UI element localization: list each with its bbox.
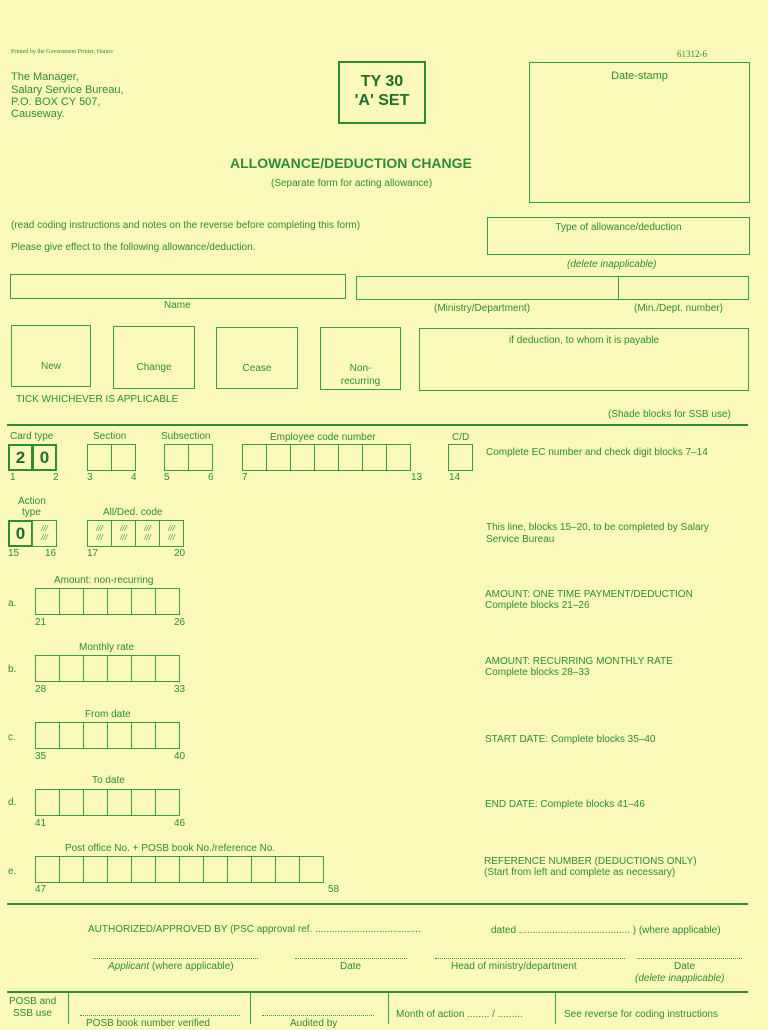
shaded-block <box>87 520 112 547</box>
section-divider-1 <box>7 424 748 426</box>
check-digit-label: C/D <box>452 432 470 443</box>
check-digit-block[interactable] <box>448 444 473 471</box>
reference-number-label: Post office No. + POSB book No./reference No. <box>65 843 276 854</box>
shade-blocks-note: (Shade blocks for SSB use) <box>608 409 731 420</box>
one-time-payment-subnote: Complete blocks 21–26 <box>485 600 590 611</box>
checkbox-cease-label: Cease <box>242 363 272 374</box>
recurring-rate-note: AMOUNT: RECURRING MONTHLY RATE <box>485 656 673 667</box>
row-letter-a: a. <box>8 598 17 609</box>
shaded-block-hatch: /// <box>120 524 127 533</box>
from-date-block[interactable] <box>35 722 60 749</box>
row-letter-b: b. <box>8 664 17 675</box>
start-date-note: START DATE: Complete blocks 35–40 <box>485 734 656 745</box>
reference-block[interactable] <box>203 856 228 883</box>
section-block[interactable] <box>87 444 112 471</box>
delete-inapplicable-note-2: (delete inapplicable) <box>635 973 725 984</box>
end-date-note: END DATE: Complete blocks 41–46 <box>485 799 645 810</box>
ssb-note-line-1: This line, blocks 15–20, to be completed by Salary <box>486 522 709 533</box>
dated-text[interactable]: dated ........................................ ) (where applicable) <box>491 925 721 936</box>
employee-code-block[interactable] <box>290 444 315 471</box>
checkbox-change-label: Change <box>136 362 172 373</box>
block-number-1: 1 <box>10 472 16 483</box>
checkbox-change[interactable] <box>113 326 195 389</box>
to-date-block[interactable] <box>83 789 108 816</box>
tick-applicable-note: TICK WHICHEVER IS APPLICABLE <box>16 394 179 405</box>
shaded-block-hatch: /// <box>120 533 127 542</box>
delete-inapplicable-note: (delete inapplicable) <box>567 259 657 270</box>
footer-divider-4 <box>555 992 556 1024</box>
shaded-block-hatch: /// <box>96 524 103 533</box>
to-date-blocks <box>35 789 179 816</box>
shaded-block-hatch: /// <box>41 524 48 533</box>
applicant-date-line[interactable] <box>295 958 407 959</box>
amount-block[interactable] <box>35 588 60 615</box>
section-blocks <box>87 444 135 471</box>
checkbox-new[interactable] <box>11 325 91 387</box>
employee-code-block[interactable] <box>266 444 291 471</box>
section-label: Section <box>93 431 127 442</box>
monthly-rate-block[interactable] <box>83 655 108 682</box>
card-type-label: Card type <box>10 431 54 442</box>
subsection-block[interactable] <box>164 444 189 471</box>
subsection-label: Subsection <box>161 431 211 442</box>
subsection-block[interactable] <box>188 444 213 471</box>
row-letter-d: d. <box>8 797 17 808</box>
block-number-21: 21 <box>35 617 47 628</box>
to-date-label: To date <box>92 775 125 786</box>
block-number-33: 33 <box>174 684 186 695</box>
monthly-rate-block[interactable] <box>59 655 84 682</box>
from-date-blocks <box>35 722 179 749</box>
to-date-block[interactable] <box>35 789 60 816</box>
check-digit-blocks <box>448 444 472 471</box>
head-date-label: Date <box>674 961 696 972</box>
block-number-4: 4 <box>131 472 137 483</box>
recurring-rate-subnote: Complete blocks 28–33 <box>485 667 590 678</box>
form-title: ALLOWANCE/DEDUCTION CHANGE <box>230 155 472 171</box>
reference-block[interactable] <box>59 856 84 883</box>
block-number-47: 47 <box>35 884 47 895</box>
block-number-15: 15 <box>8 548 20 559</box>
address-line-4: Causeway. <box>11 108 65 120</box>
reference-block[interactable] <box>251 856 276 883</box>
to-date-block[interactable] <box>59 789 84 816</box>
action-type-label-1: Action <box>18 496 46 507</box>
block-number-17: 17 <box>87 548 99 559</box>
deduction-payable-field[interactable] <box>419 328 749 391</box>
monthly-rate-block[interactable] <box>35 655 60 682</box>
from-date-block[interactable] <box>59 722 84 749</box>
block-number-20: 20 <box>174 548 186 559</box>
amount-block[interactable] <box>131 588 156 615</box>
shaded-block-hatch: /// <box>144 533 151 542</box>
form-code-line-2: 'A' SET <box>354 92 410 109</box>
block-number-26: 26 <box>174 617 186 628</box>
block-number-14: 14 <box>449 472 461 483</box>
name-label: Name <box>164 300 191 311</box>
amount-block[interactable] <box>59 588 84 615</box>
block-number-5: 5 <box>164 472 170 483</box>
section-divider-2 <box>7 903 748 905</box>
posb-verified-line[interactable] <box>80 1015 240 1016</box>
footer-divider-2 <box>250 992 251 1024</box>
authorized-by-text[interactable]: AUTHORIZED/APPROVED BY (PSC approval ref. ...................................... <box>88 924 421 935</box>
deduction-payable-label: if deduction, to whom it is payable <box>508 335 660 346</box>
posb-ssb-label-2: SSB use <box>13 1008 52 1019</box>
checkbox-non-recurring-label-1: Non- <box>349 363 372 374</box>
employee-code-blocks <box>242 444 410 471</box>
ministry-number-divider <box>618 276 619 300</box>
date-stamp-label: Date-stamp <box>611 70 668 82</box>
posb-ssb-label-1: POSB and <box>9 996 57 1007</box>
action-type-label-2: type <box>22 507 41 518</box>
all-ded-code-label: All/Ded. code <box>103 507 163 518</box>
reference-block[interactable] <box>227 856 252 883</box>
employee-code-block[interactable] <box>386 444 411 471</box>
address-line-3: P.O. BOX CY 507, <box>11 96 101 108</box>
section-block[interactable] <box>111 444 136 471</box>
audited-by-line[interactable] <box>262 1015 374 1016</box>
reference-block[interactable] <box>107 856 132 883</box>
from-date-label: From date <box>85 709 131 720</box>
from-date-block[interactable] <box>107 722 132 749</box>
block-number-58: 58 <box>328 884 340 895</box>
applicant-label-suffix: (where applicable) <box>151 961 234 972</box>
amount-block[interactable] <box>107 588 132 615</box>
action-type-blocks <box>8 520 56 547</box>
shaded-block-hatch: /// <box>144 524 151 533</box>
applicant-label <box>108 961 234 973</box>
employee-code-block[interactable] <box>362 444 387 471</box>
month-of-action-field[interactable]: Month of action ........ / ......... <box>396 1009 523 1020</box>
block-number-7: 7 <box>242 472 248 483</box>
ssb-note-line-2: Service Bureau <box>486 534 555 545</box>
amount-non-recurring-blocks <box>35 588 179 615</box>
see-reverse-note: See reverse for coding instructions <box>564 1009 718 1020</box>
ec-number-note: Complete EC number and check digit blocks 7–14 <box>486 447 708 458</box>
checkbox-non-recurring-label-2: recurring <box>340 376 381 387</box>
employee-code-block[interactable] <box>242 444 267 471</box>
form-reference: 61312-6 <box>677 49 707 59</box>
monthly-rate-label: Monthly rate <box>79 642 135 653</box>
address-line-1: The Manager, <box>11 71 79 83</box>
ministry-label: (Ministry/Department) <box>434 303 531 314</box>
address-line-2: Salary Service Bureau, <box>11 84 124 96</box>
posb-verified-label: POSB book number verified <box>86 1018 210 1029</box>
form-code-box <box>338 61 426 124</box>
read-instructions-note: (read coding instructions and notes on the reverse before completing this form) <box>11 220 361 231</box>
footer-divider-1 <box>68 992 69 1024</box>
employee-code-label: Employee code number <box>270 432 376 443</box>
reference-block[interactable] <box>83 856 108 883</box>
type-of-allowance-label: Type of allowance/deduction <box>555 222 682 233</box>
employee-code-block[interactable] <box>338 444 363 471</box>
from-date-block[interactable] <box>131 722 156 749</box>
block-number-46: 46 <box>174 818 186 829</box>
shaded-block <box>159 520 184 547</box>
head-signature-line[interactable] <box>435 958 625 959</box>
ministry-number-label: (Min./Dept. number) <box>634 303 723 314</box>
block-number-41: 41 <box>35 818 47 829</box>
row-letter-e: e. <box>8 866 17 877</box>
shaded-block <box>32 520 57 547</box>
block-number-35: 35 <box>35 751 47 762</box>
amount-block[interactable] <box>155 588 180 615</box>
to-date-block[interactable] <box>131 789 156 816</box>
shaded-block-hatch: /// <box>168 533 175 542</box>
block-number-16: 16 <box>45 548 57 559</box>
reference-block[interactable] <box>275 856 300 883</box>
applicant-date-label: Date <box>340 961 362 972</box>
action-type-block[interactable]: 0 <box>8 520 33 547</box>
reference-block[interactable] <box>299 856 324 883</box>
date-stamp-box[interactable] <box>529 62 750 203</box>
reference-number-note: REFERENCE NUMBER (DEDUCTIONS ONLY) <box>484 856 697 867</box>
shaded-block-hatch: /// <box>41 533 48 542</box>
reference-block[interactable] <box>131 856 156 883</box>
form-code-line-1: TY 30 <box>360 73 404 90</box>
shaded-block-hatch: /// <box>168 524 175 533</box>
checkbox-new-label: New <box>40 361 61 372</box>
reference-number-subnote: (Start from left and complete as necessary) <box>484 867 676 878</box>
block-number-2: 2 <box>53 472 59 483</box>
shaded-block <box>135 520 160 547</box>
subsection-blocks <box>164 444 212 471</box>
checkbox-non-recurring[interactable] <box>320 327 401 390</box>
shaded-block-hatch: /// <box>96 533 103 542</box>
block-number-13: 13 <box>411 472 423 483</box>
name-field[interactable] <box>10 274 346 299</box>
reference-number-blocks <box>35 856 323 883</box>
one-time-payment-note: AMOUNT: ONE TIME PAYMENT/DEDUCTION <box>485 589 693 600</box>
block-number-3: 3 <box>87 472 93 483</box>
checkbox-cease[interactable] <box>216 327 298 389</box>
type-of-allowance-box[interactable] <box>487 217 750 255</box>
monthly-rate-block[interactable] <box>155 655 180 682</box>
to-date-block[interactable] <box>107 789 132 816</box>
from-date-block[interactable] <box>83 722 108 749</box>
audited-by-label: Audited by <box>290 1018 338 1029</box>
all-ded-code-blocks <box>87 520 183 547</box>
applicant-signature-line[interactable] <box>93 958 258 959</box>
to-date-block[interactable] <box>155 789 180 816</box>
form-subtitle: (Separate form for acting allowance) <box>271 178 433 189</box>
block-number-28: 28 <box>35 684 47 695</box>
amount-non-recurring-label: Amount: non-recurring <box>54 575 154 586</box>
card-type-block-2[interactable]: 0 <box>32 444 57 471</box>
employee-code-block[interactable] <box>314 444 339 471</box>
shaded-block <box>111 520 136 547</box>
monthly-rate-block[interactable] <box>107 655 132 682</box>
give-effect-text: Please give effect to the following allowance/deduction. <box>11 242 256 253</box>
head-of-ministry-label: Head of ministry/department <box>451 961 577 972</box>
card-type-blocks <box>8 444 56 471</box>
head-date-line[interactable] <box>637 958 742 959</box>
ministry-field[interactable] <box>356 276 749 300</box>
reference-block[interactable] <box>155 856 180 883</box>
card-type-block-1[interactable]: 2 <box>8 444 33 471</box>
monthly-rate-block[interactable] <box>131 655 156 682</box>
footer-divider-3 <box>388 992 389 1024</box>
monthly-rate-blocks <box>35 655 179 682</box>
block-number-6: 6 <box>208 472 214 483</box>
from-date-block[interactable] <box>155 722 180 749</box>
reference-block[interactable] <box>179 856 204 883</box>
block-number-40: 40 <box>174 751 186 762</box>
row-letter-c: c. <box>8 732 16 743</box>
amount-block[interactable] <box>83 588 108 615</box>
printer-line: Printed by the Government Printer, Harare <box>11 49 114 55</box>
reference-block[interactable] <box>35 856 60 883</box>
applicant-label-italic: Applicant <box>108 961 150 972</box>
section-divider-3 <box>7 991 748 993</box>
